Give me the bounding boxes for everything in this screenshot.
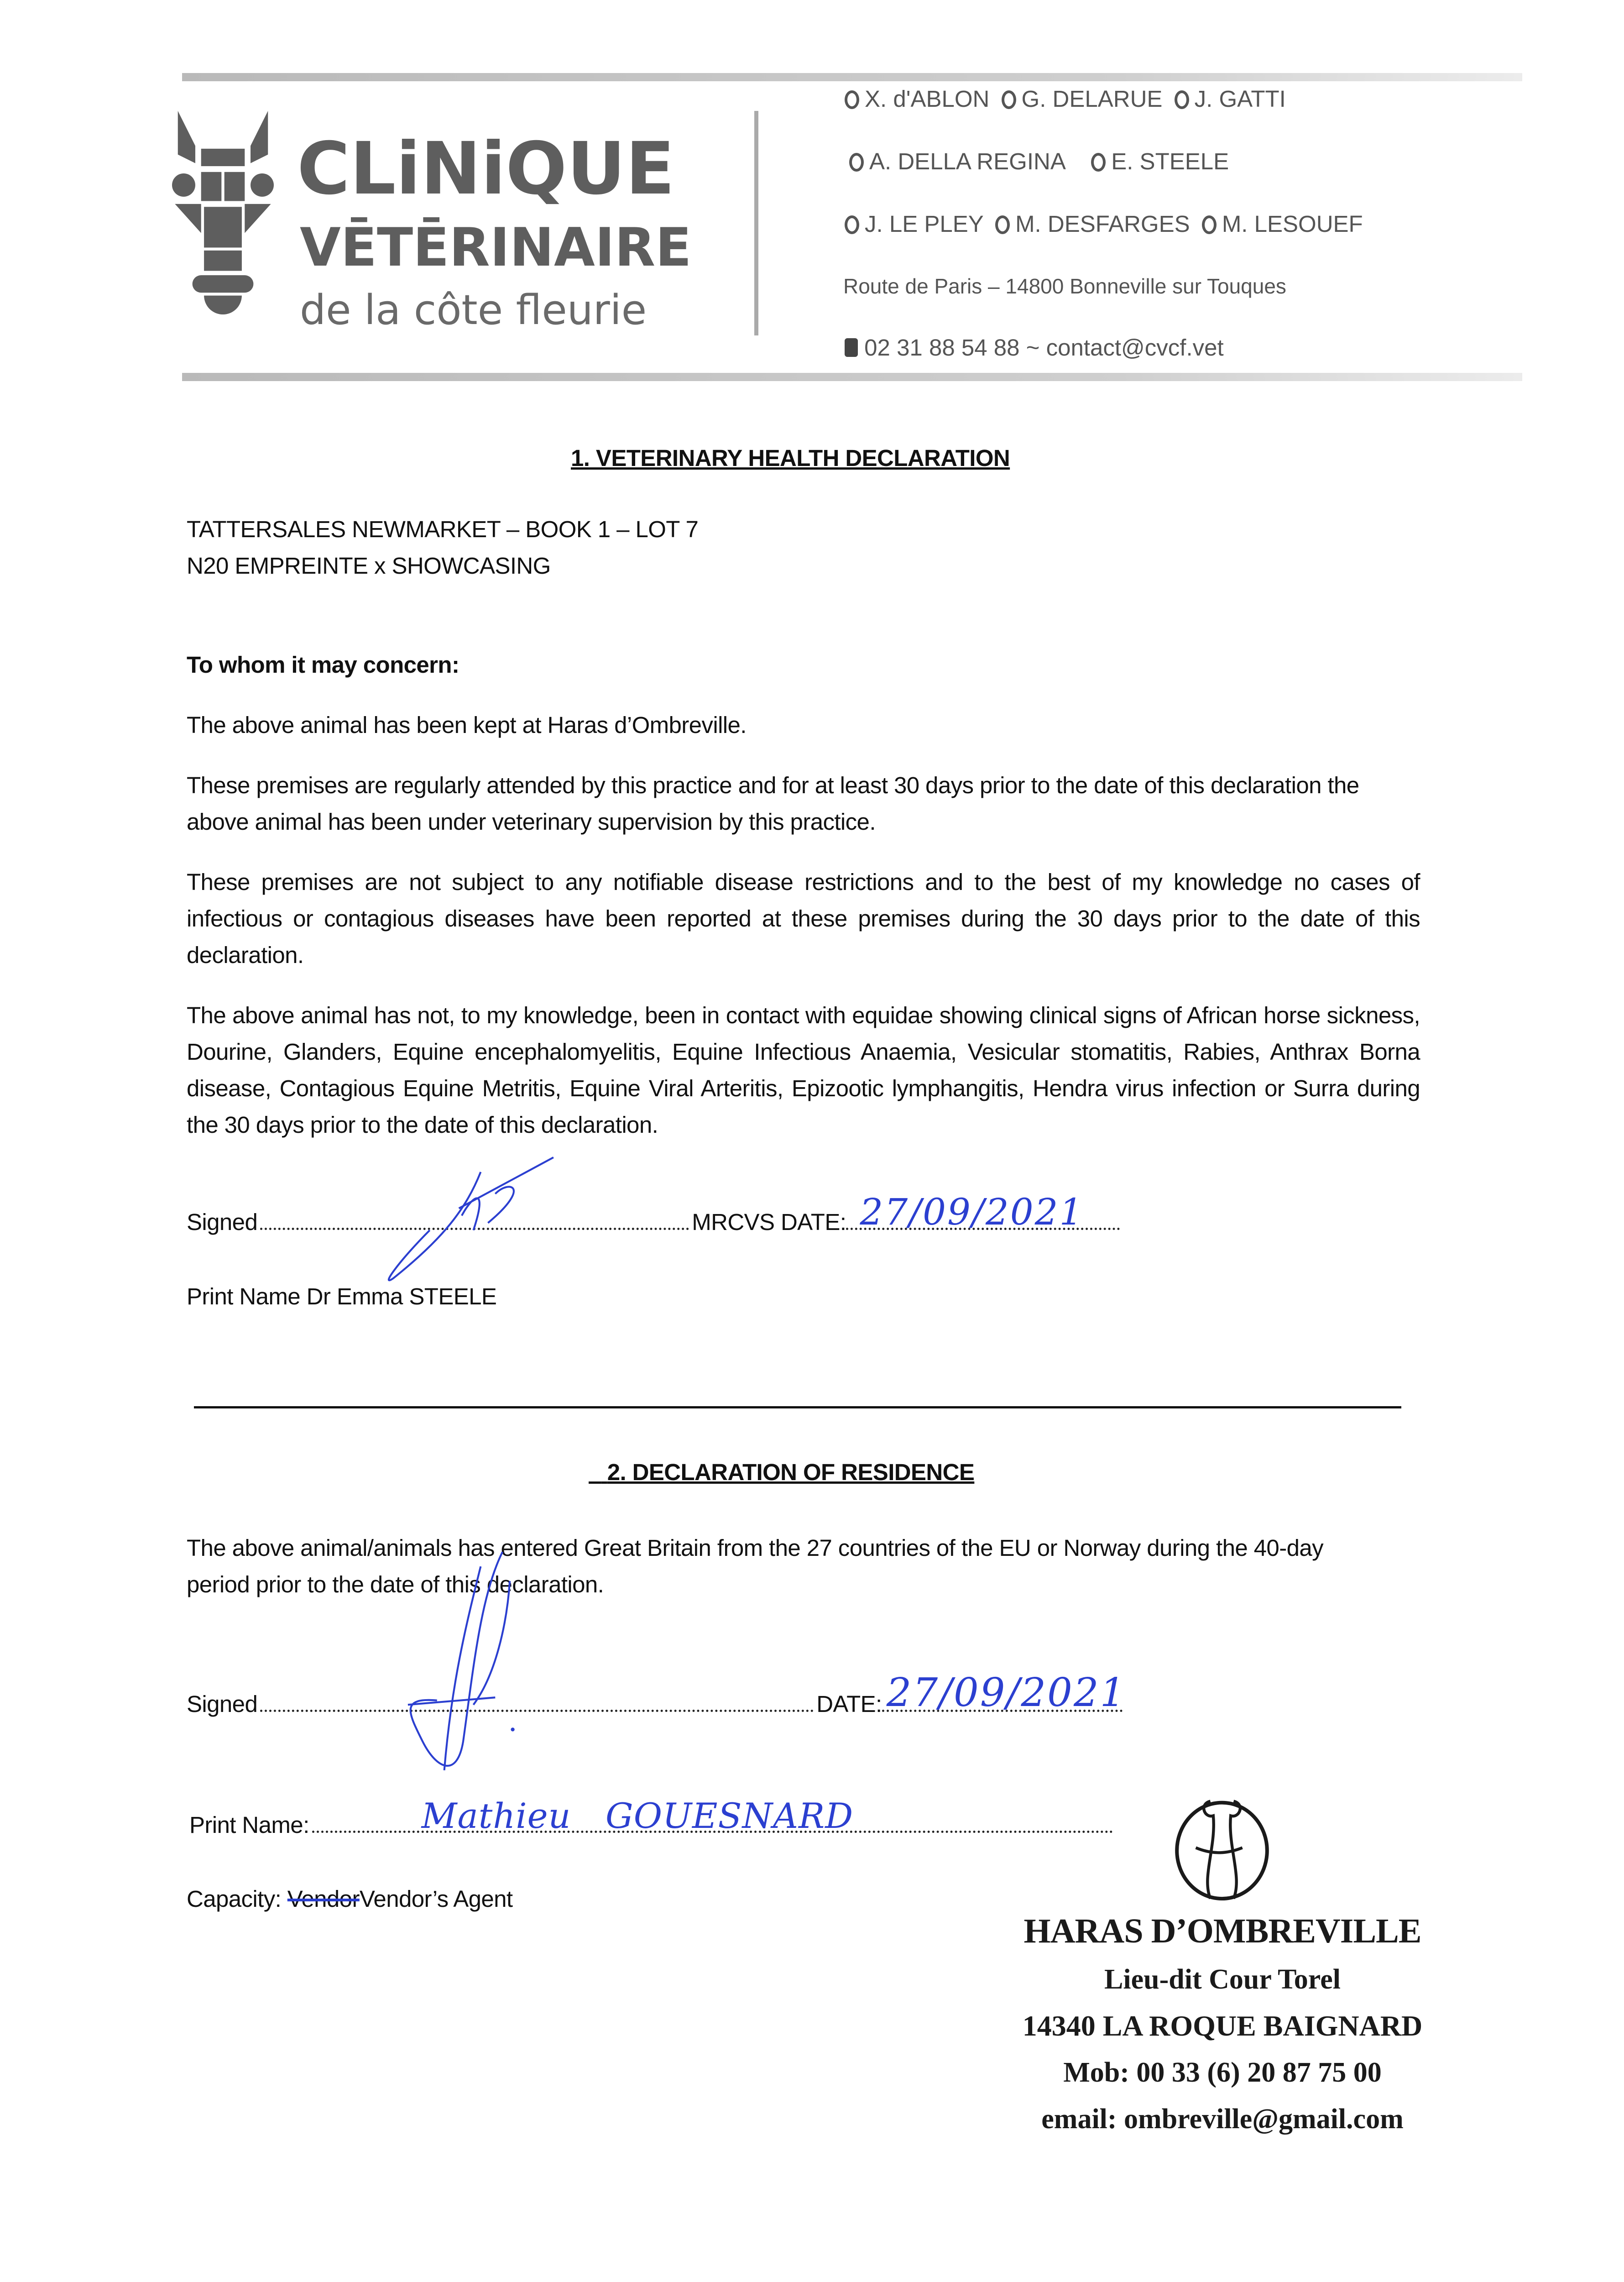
mrcvs-date-value: 27/09/2021 xyxy=(860,1191,1084,1233)
logo-cote-fleurie: de la côte fleurie xyxy=(300,286,647,334)
agent-signature xyxy=(393,1537,539,1785)
stamp-mobile: Mob: 00 33 (6) 20 87 75 00 xyxy=(1063,2057,1382,2088)
clinic-contact xyxy=(845,334,1224,361)
capacity-value: Vendor’s Agent xyxy=(359,1886,513,1912)
vet-name: J. LE PLEY xyxy=(865,211,983,237)
paragraph-restrictions: These premises are not subject to any notifiable disease restrictions and to the best of my knowledge no cases of infectious or contagious diseases have been reported at these premises during the 30 days prior to the date of this declaration. xyxy=(187,869,1420,968)
phone-icon xyxy=(845,338,858,357)
mrcvs-date-label: MRCVS DATE: xyxy=(692,1209,846,1235)
clinic-address: Route de Paris – 14800 Bonneville sur Touques xyxy=(843,274,1286,298)
vets-row-3 xyxy=(845,210,1363,238)
stamp-email: email: ombreville@gmail.com xyxy=(1041,2104,1404,2135)
section2-title-text: 2. DECLARATION OF RESIDENCE xyxy=(607,1459,975,1485)
signed-label: Signed xyxy=(187,1209,258,1235)
agent-print-name-value: Mathieu GOUESNARD xyxy=(421,1795,854,1836)
vet-name: G. DELARUE xyxy=(1021,86,1163,112)
haras-monogram-icon xyxy=(1170,1790,1274,1906)
section1-title: 1. VETERINARY HEALTH DECLARATION xyxy=(571,445,1010,471)
stamp-name: HARAS D’OMBREVILLE xyxy=(1023,1912,1421,1950)
capacity-label: Capacity: xyxy=(187,1886,282,1912)
salutation: To whom it may concern: xyxy=(187,652,460,678)
paragraph-kept: The above animal has been kept at Haras d’Ombreville. xyxy=(187,712,747,738)
letterhead xyxy=(0,0,1624,393)
vet-name: E. STEELE xyxy=(1111,148,1229,174)
lot-line-1: TATTERSALES NEWMARKET – BOOK 1 – LOT 7 xyxy=(187,516,699,542)
letterhead-divider xyxy=(754,111,758,335)
residence-signature-block xyxy=(187,1670,1423,2135)
vet-name: A. DELLA REGINA xyxy=(869,148,1065,174)
vet-name: X. d'ABLON xyxy=(865,86,990,112)
declaration-body xyxy=(187,440,1423,2135)
haras-stamp xyxy=(990,1906,1455,2142)
signed-line-2 xyxy=(187,1670,1420,1722)
logo-veterinaire: VĒTĒRINAIRE xyxy=(300,217,692,278)
vet-name: J. GATTI xyxy=(1194,86,1286,112)
paragraph-supervision: These premises are regularly attended by this practice and for at least 30 days prior to the date of this declaration the above animal has been under veterinary supervision by this practice. xyxy=(187,772,1359,835)
section2-title xyxy=(589,1454,1420,1491)
paragraph-diseases: The above animal has not, to my knowledge, been in contact with equidae showing clinical signs of African horse sickness, Dourine, Glanders, Equine encephalomyelitis, Equine Infectious Anaemia, Vesicular stomatitis, Rabies, Anthrax Borna disease, Contagious Equine Metritis, Equine Viral Arteritis, Epizootic lymphangitis, Hendra virus infection or Surra during the 30 days prior to the date of this declaration. xyxy=(187,1002,1420,1138)
letterhead-top-band xyxy=(182,73,1522,81)
clinic-horse-logo-icon xyxy=(172,105,274,320)
print-name-dotted-line xyxy=(312,1795,1113,1836)
vets-row-1 xyxy=(845,85,1286,113)
date-dotted-line xyxy=(846,1191,1120,1233)
date-label: DATE: xyxy=(816,1691,882,1717)
section-divider xyxy=(194,1406,1401,1408)
capacity-struck-vendor: Vendor xyxy=(287,1886,360,1912)
lot-line-2: N20 EMPREINTE x SHOWCASING xyxy=(187,553,551,579)
letterhead-bottom-band xyxy=(182,373,1522,381)
date-dotted-line xyxy=(882,1670,1127,1716)
signed-label: Signed xyxy=(187,1691,258,1717)
residence-paragraph: The above animal/animals has entered Great Britain from the 27 countries of the EU or Norway during the 40-day period prior to the date of this declaration. xyxy=(187,1535,1323,1597)
print-name-label: Print Name: xyxy=(189,1812,309,1838)
vet-name: M. LESOUEF xyxy=(1222,211,1363,237)
vet-name: M. DESFARGES xyxy=(1015,211,1190,237)
contact-text: 02 31 88 54 88 ~ contact@cvcf.vet xyxy=(864,335,1224,361)
logo-clinique: CLiNiQUE xyxy=(297,127,675,211)
vet-print-name: Print Name Dr Emma STEELE xyxy=(187,1283,497,1309)
residence-date-value: 27/09/2021 xyxy=(886,1670,1127,1716)
stamp-address-1: Lieu-dit Cour Torel xyxy=(1104,1964,1341,1995)
stamp-address-2: 14340 LA ROQUE BAIGNARD xyxy=(1022,2010,1423,2042)
vet-signature xyxy=(371,1150,568,1288)
vets-row-2 xyxy=(849,147,1229,175)
signed-line-1 xyxy=(187,1191,1420,1240)
